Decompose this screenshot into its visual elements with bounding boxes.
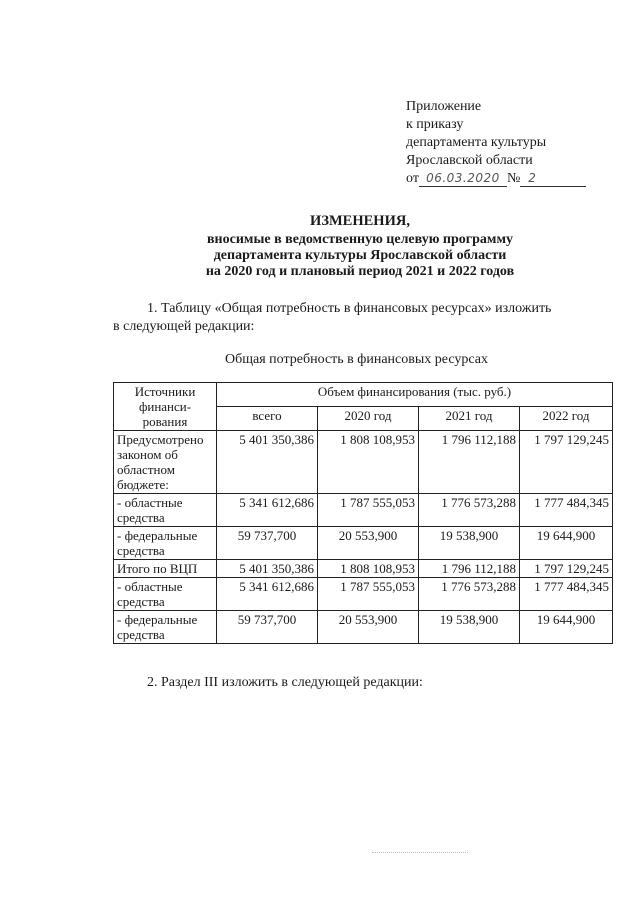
table-row: [114, 527, 613, 560]
cell-total: 5 401 350,386: [217, 431, 318, 494]
number-field: [520, 171, 586, 187]
cell-2021: 1 796 112,188: [419, 560, 520, 578]
table-row: [114, 611, 613, 644]
appendix-block: [406, 98, 586, 188]
title-main: ИЗМЕНЕНИЯ,: [310, 213, 410, 229]
handwritten-date: 06.03.2020: [426, 171, 500, 185]
cell-total: 5 341 612,686: [217, 578, 318, 611]
header-source: Источники финанси-рования: [114, 383, 217, 431]
title-line: вносимые в ведомственную целевую программу: [207, 232, 513, 247]
table-row: [114, 494, 613, 527]
document-title: [150, 213, 570, 280]
cell-total: 59 737,700: [217, 611, 318, 644]
cell-2020: 1 787 555,053: [318, 578, 419, 611]
financing-table: [113, 382, 613, 644]
cell-2021: 19 538,900: [419, 527, 520, 560]
cell-total: 59 737,700: [217, 527, 318, 560]
date-field: [419, 171, 507, 187]
col-header-2020: 2020 год: [318, 407, 419, 431]
cell-2020: 1 808 108,953: [318, 431, 419, 494]
cell-2020: 20 553,900: [318, 527, 419, 560]
cell-2021: 1 776 573,288: [419, 494, 520, 527]
row-label: - областные средства: [114, 494, 217, 527]
cell-2020: 1 787 555,053: [318, 494, 419, 527]
cell-2022: 19 644,900: [520, 527, 613, 560]
row-label: - областные средства: [114, 578, 217, 611]
header-volume: Объем финансирования (тыс. руб.): [217, 383, 613, 407]
cell-2021: 1 776 573,288: [419, 578, 520, 611]
col-header-total: всего: [217, 407, 318, 431]
title-line: на 2020 год и плановый период 2021 и 2022 годов: [205, 264, 515, 279]
table-caption: Общая потребность в финансовых ресурсах: [225, 352, 488, 367]
cell-total: 5 341 612,686: [217, 494, 318, 527]
cell-2021: 1 796 112,188: [419, 431, 520, 494]
col-header-2021: 2021 год: [419, 407, 520, 431]
table-row: [114, 431, 613, 494]
cell-2022: 1 797 129,245: [520, 431, 613, 494]
handwritten-number: 2: [528, 171, 537, 185]
cell-2022: 19 644,900: [520, 611, 613, 644]
paragraph-line: 1. Таблицу «Общая потребность в финансовых ресурсах» изложить: [147, 301, 552, 316]
cell-2022: 1 797 129,245: [520, 560, 613, 578]
number-prefix: №: [506, 171, 521, 186]
scan-artifact-line: [372, 852, 468, 853]
title-line: департамента культуры Ярославской области: [213, 248, 507, 263]
appendix-date-line: [406, 170, 586, 188]
row-label: - федеральные средства: [114, 611, 217, 644]
date-prefix: от: [406, 171, 419, 186]
paragraph-2: 2. Раздел III изложить в следующей редакции:: [147, 675, 423, 690]
col-header-2022: 2022 год: [520, 407, 613, 431]
row-label: Предусмотрено законом об областном бюджете:: [114, 431, 217, 494]
row-label: - федеральные средства: [114, 527, 217, 560]
row-label: Итого по ВЦП: [114, 560, 217, 578]
cell-2020: 1 808 108,953: [318, 560, 419, 578]
paragraph-1: [113, 300, 600, 336]
cell-total: 5 401 350,386: [217, 560, 318, 578]
appendix-line: департамента культуры: [406, 135, 547, 150]
appendix-line: к приказу: [406, 117, 464, 132]
table-row: [114, 560, 613, 578]
cell-2022: 1 777 484,345: [520, 578, 613, 611]
cell-2022: 1 777 484,345: [520, 494, 613, 527]
cell-2021: 19 538,900: [419, 611, 520, 644]
table-row: [114, 578, 613, 611]
paragraph-line: в следующей редакции:: [113, 319, 255, 334]
cell-2020: 20 553,900: [318, 611, 419, 644]
appendix-line: Ярославской области: [406, 153, 533, 168]
table-header-row: [114, 383, 613, 407]
appendix-line: Приложение: [406, 99, 482, 114]
